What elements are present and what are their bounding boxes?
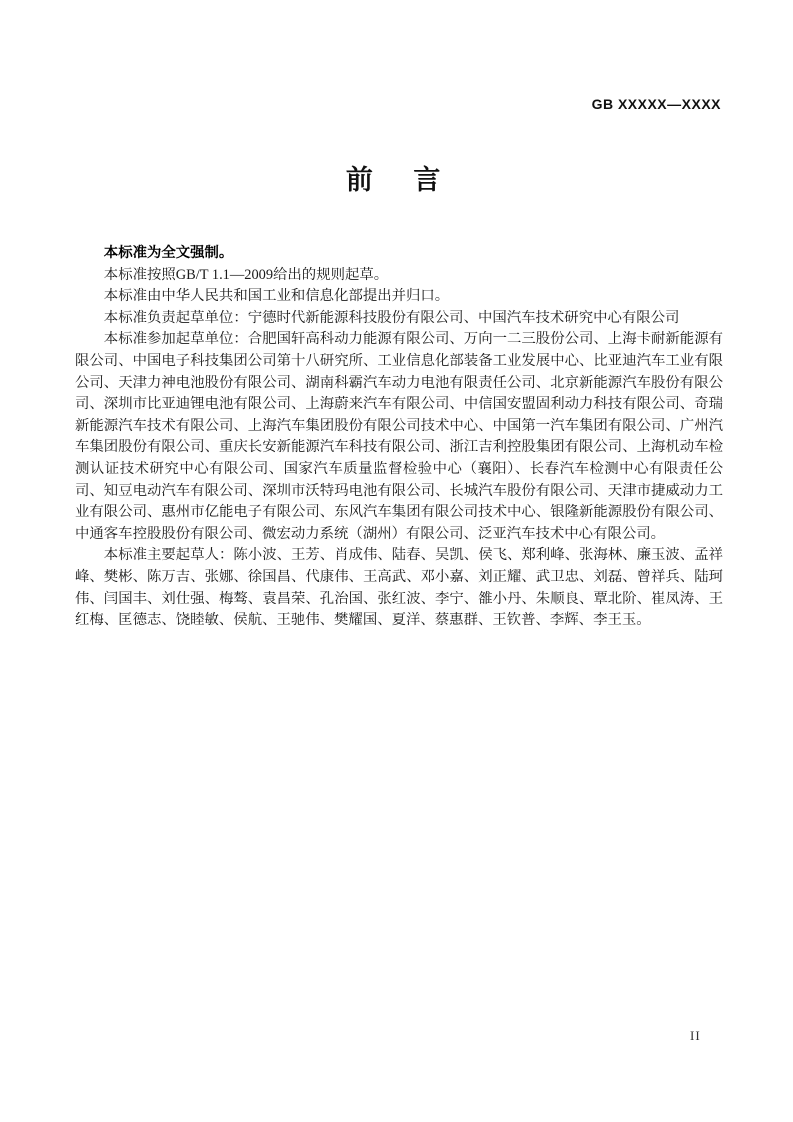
paragraph-mandatory-statement: 本标准为全文强制。: [103, 245, 234, 261]
paragraph-main-drafters: 本标准主要起草人：陈小波、王芳、肖成伟、陆春、吴凯、侯飞、郑利峰、张海林、廉玉波、孟祥峰、樊彬、陈万吉、张娜、徐国昌、代康伟、王高武、邓小嘉、刘正耀、武卫忠、刘磊、曾祥兵、陆珂伟、闫国丰、刘仕强、梅骜、袁昌荣、孔治国、张红波、李宁、雒小丹、朱顺良、覃北阶、崔凤涛、王红梅、匡德志、饶睦敏、侯航、王驰伟、樊耀国、夏洋、蔡惠群、王钦普、李辉、李王玉。: [75, 547, 723, 629]
paragraph-responsible-units: 本标准负责起草单位：宁德时代新能源科技股份有限公司、中国汽车技术研究中心有限公司: [103, 309, 680, 326]
page-title: 前 言: [345, 165, 448, 195]
paragraph-drafting-rule: 本标准按照GB/T 1.1—2009给出的规则起草。: [103, 266, 389, 283]
foreword-body: [75, 243, 723, 632]
standard-number-header: GB XXXXX—XXXX: [591, 96, 721, 112]
paragraph-participating-units: 本标准参加起草单位：合肥国轩高科动力能源有限公司、万向一二三股份公司、上海卡耐新能源有限公司、中国电子科技集团公司第十八研究所、工业信息化部装备工业发展中心、比亚迪汽车工业有限公司、天津力神电池股份有限公司、湖南科霸汽车动力电池有限责任公司、北京新能源汽车股份有限公司、深圳市比亚迪锂电池有限公司、上海蔚来汽车有限公司、中信国安盟固利动力科技有限公司、奇瑞新能源汽车技术有限公司、上海汽车集团股份有限公司技术中心、中国第一汽车集团有限公司、广州汽车集团股份有限公司、重庆长安新能源汽车科技有限公司、浙江吉利控股集团有限公司、上海机动车检测认证技术研究中心有限公司、国家汽车质量监督检验中心（襄阳）、长春汽车检测中心有限责任公司、知豆电动汽车有限公司、深圳市沃特玛电池有限公司、长城汽车股份有限公司、天津市捷威动力工业有限公司、惠州市亿能电子有限公司、东风汽车集团有限公司技术中心、银隆新能源股份有限公司、中通客车控股股份有限公司、微宏动力系统（湖州）有限公司、泛亚汽车技术中心有限公司。: [75, 331, 723, 542]
page-number: II: [690, 1028, 701, 1043]
paragraph-issuing-body: 本标准由中华人民共和国工业和信息化部提出并归口。: [103, 288, 450, 305]
